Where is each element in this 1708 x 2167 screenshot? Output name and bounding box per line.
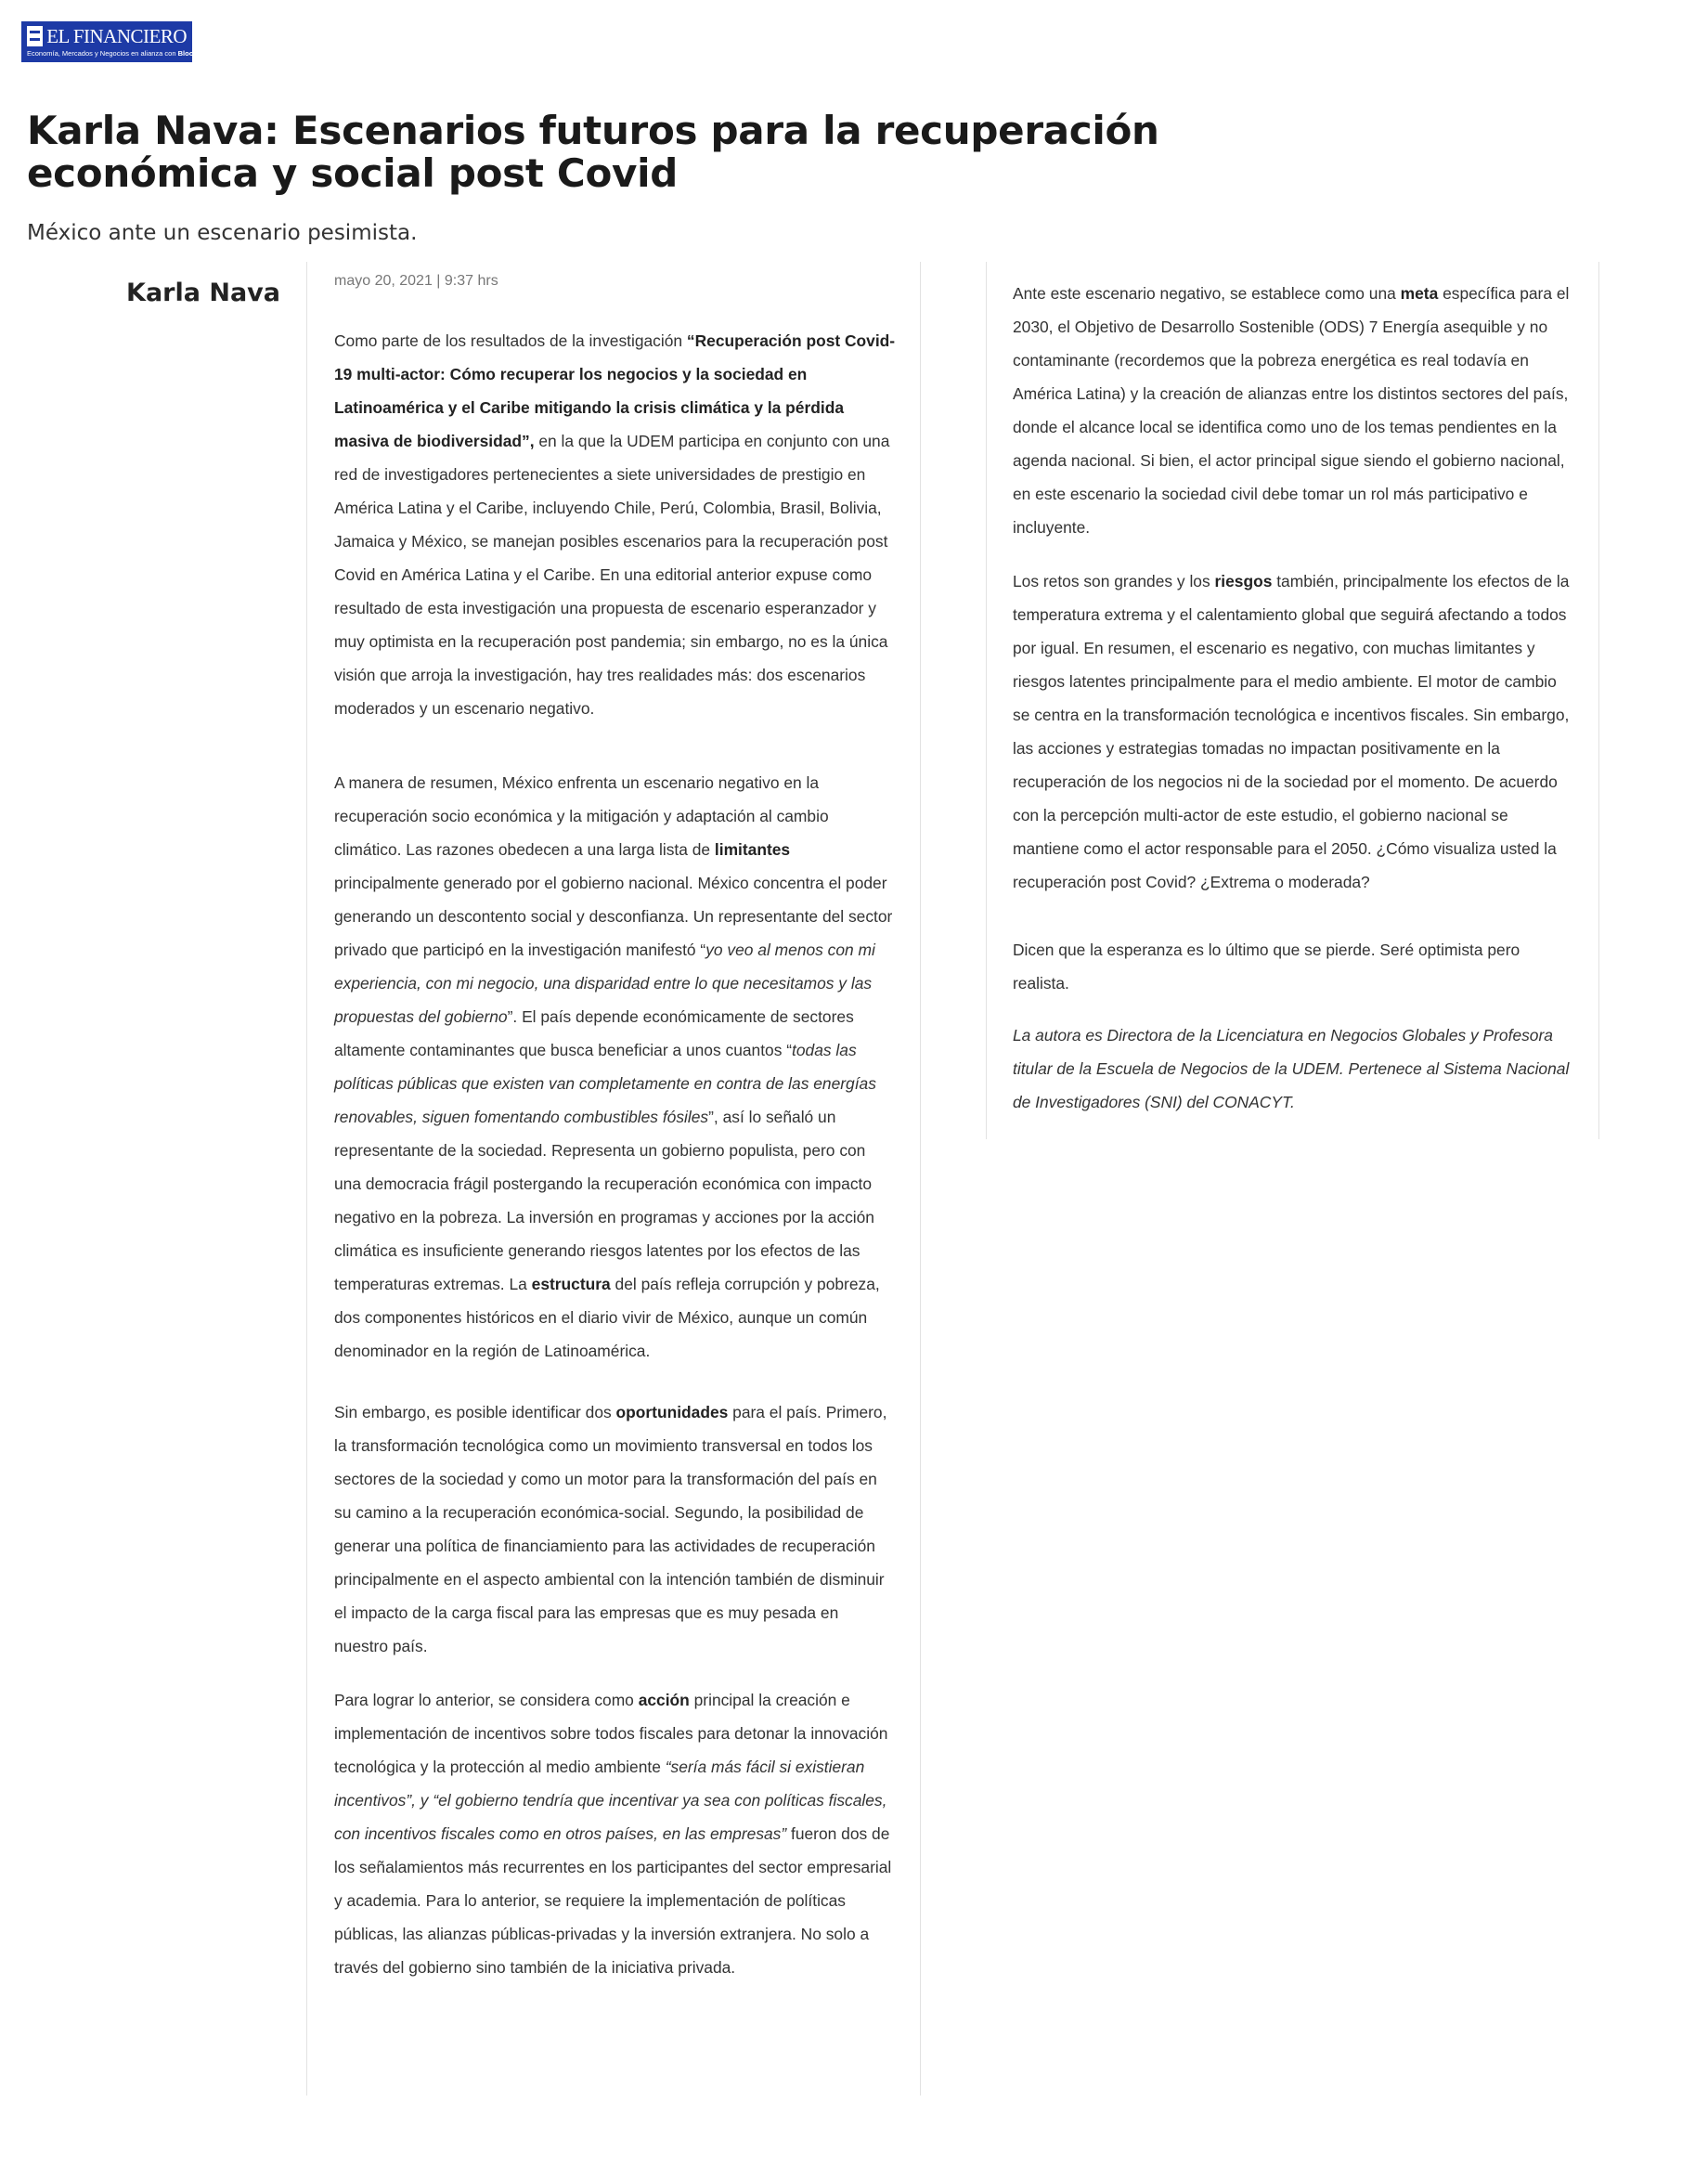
left-column-divider bbox=[306, 262, 307, 2096]
publish-date: mayo 20, 2021 | 9:37 hrs bbox=[334, 273, 498, 289]
quote-private-sector: yo veo al menos con mi experiencia, con mi negocio, una disparidad entre lo que necesitamos y las propuestas del gobierno bbox=[334, 941, 875, 1026]
paragraph-6: Los retos son grandes y los riesgos también, principalmente los efectos de la temperatura extrema y el calentamiento global que seguirá afectando a todos por igual. En resumen, el escenario es negativo, con muchas limitantes y riesgos latentes principalmente para el medio ambiente. El motor de cambio se centra en la transformación tecnológica e incentivos fiscales. Sin embargo, las acciones y estrategias tomadas no impactan positivamente en la recuperación de los negocios ni de la sociedad por el momento. De acuerdo con la percepción multi-actor de este estudio, el gobierno nacional se mantiene como el actor responsable para el 2050. ¿Cómo visualiza usted la recuperación post Covid? ¿Extrema o moderada? bbox=[1013, 572, 1570, 891]
article-column-left bbox=[334, 324, 897, 1984]
el-financiero-logo[interactable] bbox=[21, 21, 215, 62]
paragraph-1: Como parte de los resultados de la investigación “Recuperación post Covid-19 multi-actor: Cómo recuperar los negocios y la sociedad en Latinoamérica y el Caribe mitigando la crisis climática y la pérdida masiva de biodiversidad”, en la que la UDEM participa en conjunto con una red de investigadores pertenecientes a siete universidades de prestigio en América Latina y el Caribe, incluyendo Chile, Perú, Colombia, Brasil, Bolivia, Jamaica y México, se manejan posibles escenarios para la recuperación post Covid en América Latina y el Caribe. En una editorial anterior expuse como resultado de esta investigación una propuesta de escenario esperanzador y muy optimista en la recuperación post pandemia; sin embargo, no es la única visión que arroja la investigación, hay tres realidades más: dos escenarios moderados y un escenario negativo. bbox=[334, 331, 896, 718]
newspaper-icon bbox=[27, 26, 43, 46]
paragraph-3: Sin embargo, es posible identificar dos oportunidades para el país. Primero, la transformación tecnológica como un movimiento transversal en todos los sectores de la sociedad y como un motor para la transformación del país en su camino a la recuperación económica-social. Segundo, la posibilidad de generar una política de financiamiento para las actividades de recuperación principalmente en el aspecto ambiental con la intención también de disminuir el impacto de la carga fiscal para las empresas que es muy pesada en nuestro país. bbox=[334, 1403, 887, 1655]
right-column-start-divider bbox=[986, 262, 987, 1139]
center-column-divider bbox=[920, 262, 921, 2096]
study-title: “Recuperación post Covid-19 multi-actor: Cómo recuperar los negocios y la sociedad en Latinoamérica y el Caribe mitigando la crisis climática y la pérdida masiva de biodiversidad”, bbox=[334, 331, 896, 450]
author-name: Karla Nava bbox=[126, 279, 280, 307]
paragraph-4: Para lograr lo anterior, se considera como acción principal la creación e implementación de incentivos sobre todos fiscales para detonar la innovación tecnológica y la protección al medio ambiente “sería más fácil si existieran incentivos”, y “el gobierno tendría que incentivar ya sea con políticas fiscales, con incentivos fiscales como en otros países, en las empresas” fueron dos de los señalamientos más recurrentes en los participantes del sector empresarial y academia. Para lo anterior, se requiere la implementación de políticas públicas, las alianzas públicas-privadas y la inversión extranjera. No solo a través del gobierno sino también de la iniciativa privada. bbox=[334, 1691, 892, 1977]
brand-tagline: Economía, Mercados y Negocios en alianza con Bloomberg bbox=[27, 49, 215, 58]
article-column-right bbox=[1013, 277, 1577, 1119]
quote-society: todas las políticas públicas que existen van completamente en contra de las energías renovables, siguen fomentando combustibles fósiles bbox=[334, 1041, 876, 1126]
author-bio: La autora es Directora de la Licenciatura en Negocios Globales y Profesora titular de la Escuela de Negocios de la UDEM. Pertenece al Sistema Nacional de Investigadores (SNI) del CONACYT. bbox=[1013, 1026, 1570, 1111]
article-subtitle: México ante un escenario pesimista. bbox=[27, 221, 418, 245]
quote-business-sector: “sería más fácil si existieran incentivos”, y “el gobierno tendría que incentivar ya sea con políticas fiscales, con incentivos fiscales como en otros países, en las empresas” bbox=[334, 1758, 887, 1843]
paragraph-2: A manera de resumen, México enfrenta un escenario negativo en la recuperación socio económica y la mitigación y adaptación al cambio climático. Las razones obedecen a una larga lista de limitantes principalmente generado por el gobierno nacional. México concentra el poder generando un descontento social y desconfianza. Un representante del sector privado que participó en la investigación manifestó “yo veo al menos con mi experiencia, con mi negocio, una disparidad entre lo que necesitamos y las propuestas del gobierno”. El país depende económicamente de sectores altamente contaminantes que busca beneficiar a unos cuantos “todas las políticas públicas que existen van completamente en contra de las energías renovables, siguen fomentando combustibles fósiles”, así lo señaló un representante de la sociedad. Representa un gobierno populista, pero con una democracia frágil postergando la recuperación económica con impacto negativo en la pobreza. La inversión en programas y acciones por la acción climática es insuficiente generando riesgos latentes por los efectos de las temperaturas extremas. La estructura del país refleja corrupción y pobreza, dos componentes históricos en el diario vivir de México, aunque un común denominador en la región de Latinoamérica. bbox=[334, 773, 893, 1360]
right-column-end-divider bbox=[1598, 262, 1599, 1139]
paragraph-5: Ante este escenario negativo, se establece como una meta específica para el 2030, el Objetivo de Desarrollo Sostenible (ODS) 7 Energía asequible y no contaminante (recordemos que la pobreza energética es real todavía en América Latina) y la creación de alianzas entre los distintos sectores del país, donde el alcance local se identifica como uno de los temas pendientes en la agenda nacional. Si bien, el actor principal sigue siendo el gobierno nacional, en este escenario la sociedad civil debe tomar un rol más participativo e incluyente. bbox=[1013, 284, 1570, 537]
paragraph-7: Dicen que la esperanza es lo último que se pierde. Seré optimista pero realista. bbox=[1013, 941, 1520, 993]
article-title: Karla Nava: Escenarios futuros para la recuperación económica y social post Covid bbox=[27, 108, 1159, 196]
brand-name: EL FINANCIERO bbox=[46, 25, 187, 47]
bloomberg-label: Bloomberg bbox=[177, 49, 215, 58]
logo-wordmark bbox=[27, 25, 187, 47]
